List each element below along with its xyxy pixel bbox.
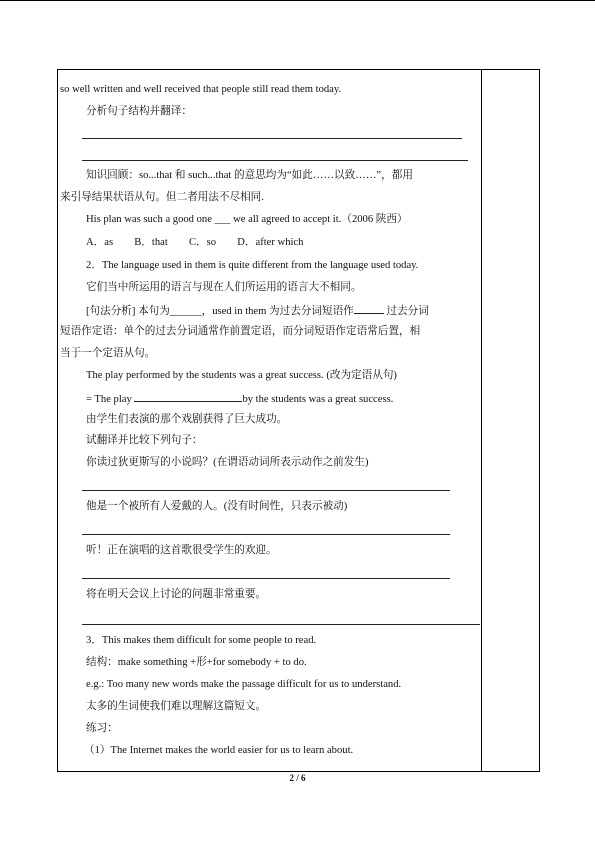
fill-blank[interactable]: [354, 303, 384, 314]
section-2-sentence: 2．The language used in them is quite different from the language used today.: [86, 260, 419, 271]
answer-line: [82, 138, 462, 139]
exercise-question: His plan was such a good one ___ we all agreed to accept it.（2006 陕西）: [86, 214, 408, 225]
text-line: so well written and well received that people still read them today.: [60, 84, 342, 95]
fill-blank[interactable]: [134, 391, 242, 402]
section-divider: [82, 624, 480, 625]
answer-line: [82, 578, 450, 579]
translate-prompt: 将在明天会议上讨论的问题非常重要。: [86, 589, 267, 600]
rewrite-line: = The play by the students was a great success.: [86, 391, 393, 406]
section-3-sentence: 3．This makes them difficult for some people to read.: [86, 635, 317, 646]
practice-heading: 练习：: [86, 723, 118, 734]
text-line: 当于一个定语从句。: [60, 348, 156, 359]
translate-prompt: 他是一个被所有人爱戴的人。(没有时间性，只表示被动): [86, 501, 348, 512]
page-top-rule: [0, 0, 595, 1]
structure-line: 结构：make something +形+for somebody + to do.: [86, 657, 307, 668]
answer-line: [82, 490, 450, 491]
translate-prompt: 听！正在演唱的这首歌很受学生的欢迎。: [86, 545, 277, 556]
text-line: 短语作定语：单个的过去分词通常作前置定语，而分词短语作定语常后置，相: [60, 326, 421, 337]
exercise-options: A．as B．that C．so D．after which: [86, 237, 304, 248]
translation-line: 太多的生词使我们难以理解这篇短文。: [86, 701, 267, 712]
answer-line: [82, 160, 468, 161]
notes-column-divider: [481, 70, 482, 771]
example-sentence: The play performed by the students was a great success. (改为定语从句): [86, 370, 397, 381]
knowledge-review-line: 知识回顾：so...that 和 such...that 的意思均为“如此……以致……”，都用: [86, 170, 413, 181]
instruction-line: 试翻译并比较下列句子：: [86, 435, 203, 446]
answer-line: [82, 534, 450, 535]
practice-item: （1）The Internet makes the world easier for us to learn about.: [84, 745, 354, 756]
lesson-content-cell: [58, 70, 481, 771]
translation-line: 由学生们表演的那个戏剧获得了巨大成功。: [86, 414, 288, 425]
text-line: 来引导结果状语从句。但二者用法不尽相同.: [60, 192, 264, 203]
translate-prompt: 你读过狄更斯写的小说吗？(在谓语动词所表示动作之前发生): [86, 457, 369, 468]
example-sentence: e.g.: Too many new words make the passage difficult for us to understand.: [86, 679, 402, 690]
translation-line: 它们当中所运用的语言与现在人们所运用的语言大不相同。: [86, 282, 362, 293]
lesson-table: [57, 69, 540, 772]
syntax-analysis-line: [句法分析] 本句为______，used in them 为过去分词短语作 过去分词: [86, 303, 429, 318]
page-number: 2 / 6: [289, 773, 306, 783]
instruction-line: 分析句子结构并翻译：: [86, 106, 192, 117]
